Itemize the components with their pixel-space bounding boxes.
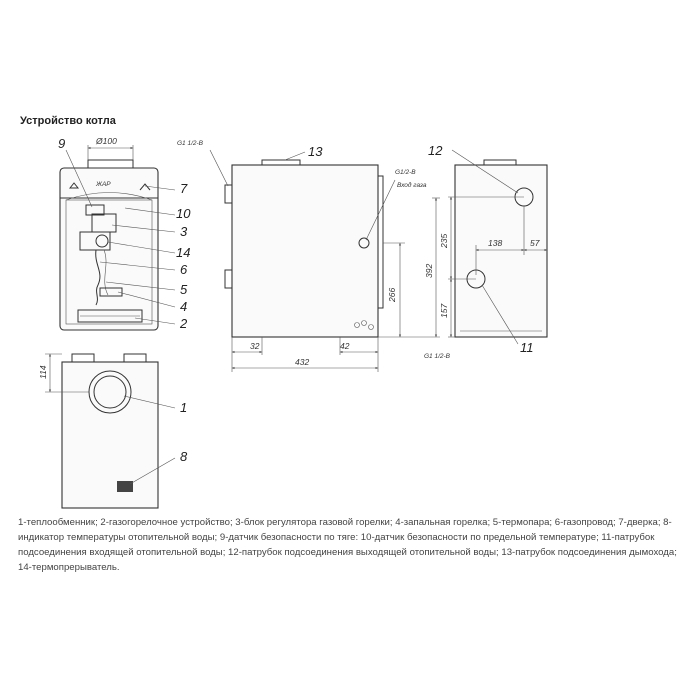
callout-7: 7 [180,181,188,196]
callout-4: 4 [180,299,188,314]
top-view [38,354,188,508]
right-offset-dim: 42 [340,341,350,351]
callout-8: 8 [180,449,188,464]
callout-10: 10 [176,206,191,221]
callout-5: 5 [180,282,188,297]
lower-dim: 157 [439,303,449,318]
callout-2: 2 [180,316,188,331]
rear-view [424,143,547,360]
side-bracket [378,176,383,308]
flue-collar [88,160,133,168]
top-pipe-right [124,354,146,362]
front-view [58,136,191,331]
callout-13: 13 [308,144,323,159]
height-total-dim: 392 [424,263,434,278]
flue-diameter-dim: Ø100 [96,136,117,146]
upper-pipe [225,185,232,203]
flue-outlet [262,160,300,165]
depth-dim: 432 [295,357,310,367]
pipe-gas-label: G1/2-B [395,169,416,176]
callout-3: 3 [180,224,188,239]
callout-9: 9 [58,136,66,151]
callout-14: 14 [176,245,191,260]
temperature-indicator [117,481,133,492]
left-offset-dim: 32 [250,341,260,351]
side-view [177,140,440,372]
rear-flue [484,160,516,165]
upper-dim: 235 [439,233,449,248]
lower-pipe [225,270,232,288]
brand-label: ЖАР [96,181,111,188]
spacing-dim: 138 [488,238,503,248]
pipe-top-label: G1 1/2-B [177,140,204,147]
rear-casing [455,165,547,337]
top-casing [62,362,158,508]
callout-11: 11 [520,340,534,355]
callout-6: 6 [180,262,188,277]
callout-12: 12 [428,143,443,158]
flue-offset-dim: 114 [38,365,48,379]
side-casing [232,165,378,337]
callout-1: 1 [180,400,188,415]
edge-dim: 57 [530,238,540,248]
top-pipe-left [72,354,94,362]
diagram-title: Устройство котла [20,115,116,127]
height-lower-dim: 266 [387,287,397,302]
rear-pipe-label: G1 1/2-B [424,353,451,360]
gas-inlet-label: Вход газа [397,182,427,189]
legend-caption: 1-теплообменник; 2-газогорелочное устройство; 3-блок регулятора газовой горелки; 4-запальная горелка; 5-термопара; 6-газопровод; 7-дверка; 8-индикатор температуры отопительной воды; 9-датчик безопасности по тяге: 10-датчик безопасности по предельной температуре; 11-патрубок подсоединения входящей отопительной воды; 12-патрубок подсоединения выходящей отопительной воды; 13-патрубок подсоединения дымохода; 14-термопрерыватель. [18,517,677,573]
